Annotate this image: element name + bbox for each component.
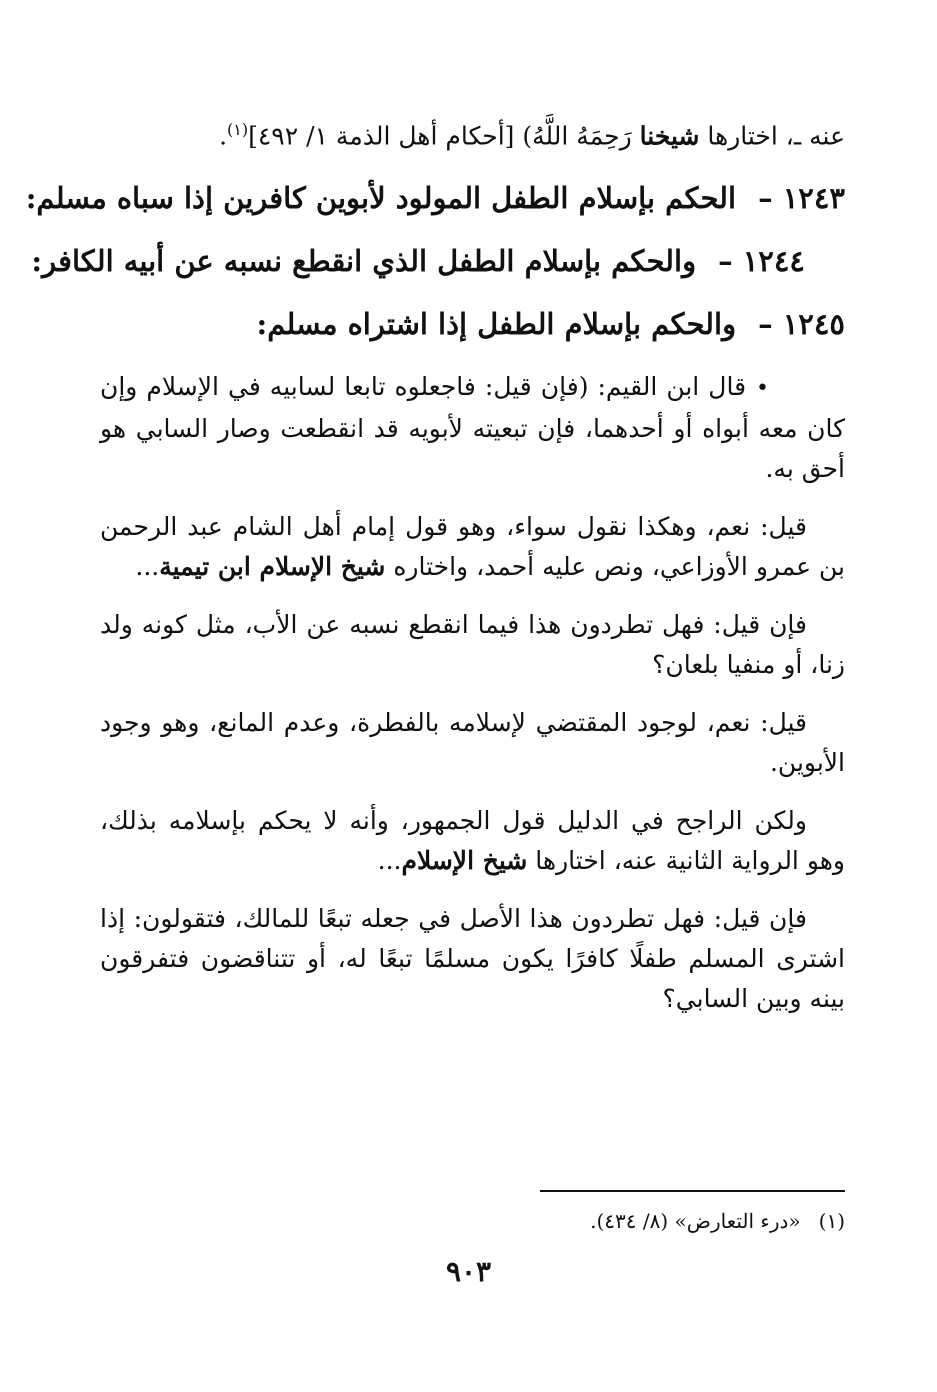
heading-number: ١٢٤٣ – <box>758 181 845 216</box>
paragraph-question-lineage <box>100 605 845 685</box>
intro-line <box>100 110 845 156</box>
paragraph-text: فإن قيل: فهل تطردون هذا فيما انقطع نسبه عن الأب، مثل كونه ولد زنا، أو منفيا بلعان؟ <box>100 610 845 680</box>
paragraph-bold-name: شيخ الإسلام <box>401 846 528 876</box>
footnote-divider <box>540 1190 845 1192</box>
paragraph-text-after: ... <box>135 552 160 582</box>
paragraph-text: قال ابن القيم: (فإن قيل: فاجعلوه تابعا لسابيه في الإسلام وإن كان معه أبواه أو أحدهما، فإن تبعيته لأبويه قد انقطعت وصار السابي هو أحق به. <box>100 372 845 484</box>
paragraph-text-before: ولكن الراجح في الدليل قول الجمهور، وأنه لا يحكم بإسلامه بذلك، وهو الرواية الثانية عنه، اختارها <box>100 806 845 876</box>
heading-text: والحكم بإسلام الطفل إذا اشتراه مسلم: <box>256 307 737 342</box>
paragraph-text-before: قيل: نعم، وهكذا نقول سواء، وهو قول إمام أهل الشام عبد الرحمن بن عمرو الأوزاعي، ونص عليه أحمد، واختاره <box>100 512 845 582</box>
footnote <box>100 1205 845 1237</box>
footnote-number: (١) <box>818 1209 845 1233</box>
paragraph-text-after: ... <box>377 846 402 876</box>
heading-1244 <box>31 241 845 281</box>
heading-1245 <box>100 304 845 344</box>
intro-text-after: رَحِمَهُ اللَّهُ) [أحكام أهل الذمة ١/ ٤٩٢] <box>248 121 640 151</box>
heading-text: والحكم بإسلام الطفل الذي انقطع نسبه عن أبيه الكافر: <box>31 244 697 279</box>
page-number: ٩٠٣ <box>445 1255 492 1288</box>
paragraph-bold-name: شيخ الإسلام ابن تيمية <box>159 552 386 582</box>
paragraph-majority-view <box>100 801 845 881</box>
bullet-icon: • <box>756 376 769 402</box>
page-body <box>25 110 845 1037</box>
footnote-reference[interactable]: (١) <box>227 120 249 139</box>
paragraph-answer-fitra <box>100 703 845 783</box>
paragraph-question-owner <box>100 899 845 1019</box>
footnote-text: «درء التعارض» (٨/ ٤٣٤). <box>590 1209 801 1233</box>
paragraph-text: قيل: نعم، لوجود المقتضي لإسلامه بالفطرة، وعدم المانع، وهو وجود الأبوين. <box>100 708 845 778</box>
intro-text-before: عنه ـ، اختارها <box>699 121 845 151</box>
paragraph-ibn-alqayyim-quote <box>100 367 845 489</box>
heading-number: ١٢٤٤ – <box>718 244 805 279</box>
paragraph-answer-awzai <box>100 507 845 587</box>
intro-end: . <box>219 121 228 151</box>
paragraph-text: فإن قيل: فهل تطردون هذا الأصل في جعله تبعًا للمالك، فتقولون: إذا اشترى المسلم طفلًا كافرًا يكون مسلمًا تبعًا له، أو تتناقضون فتفرقون بينه وبين السابي؟ <box>100 904 845 1014</box>
heading-number: ١٢٤٥ – <box>758 307 845 342</box>
heading-1243 <box>25 178 845 218</box>
heading-text: الحكم بإسلام الطفل المولود لأبوين كافرين إذا سباه مسلم: <box>25 181 737 216</box>
intro-bold-name: شيخنا <box>639 121 700 151</box>
